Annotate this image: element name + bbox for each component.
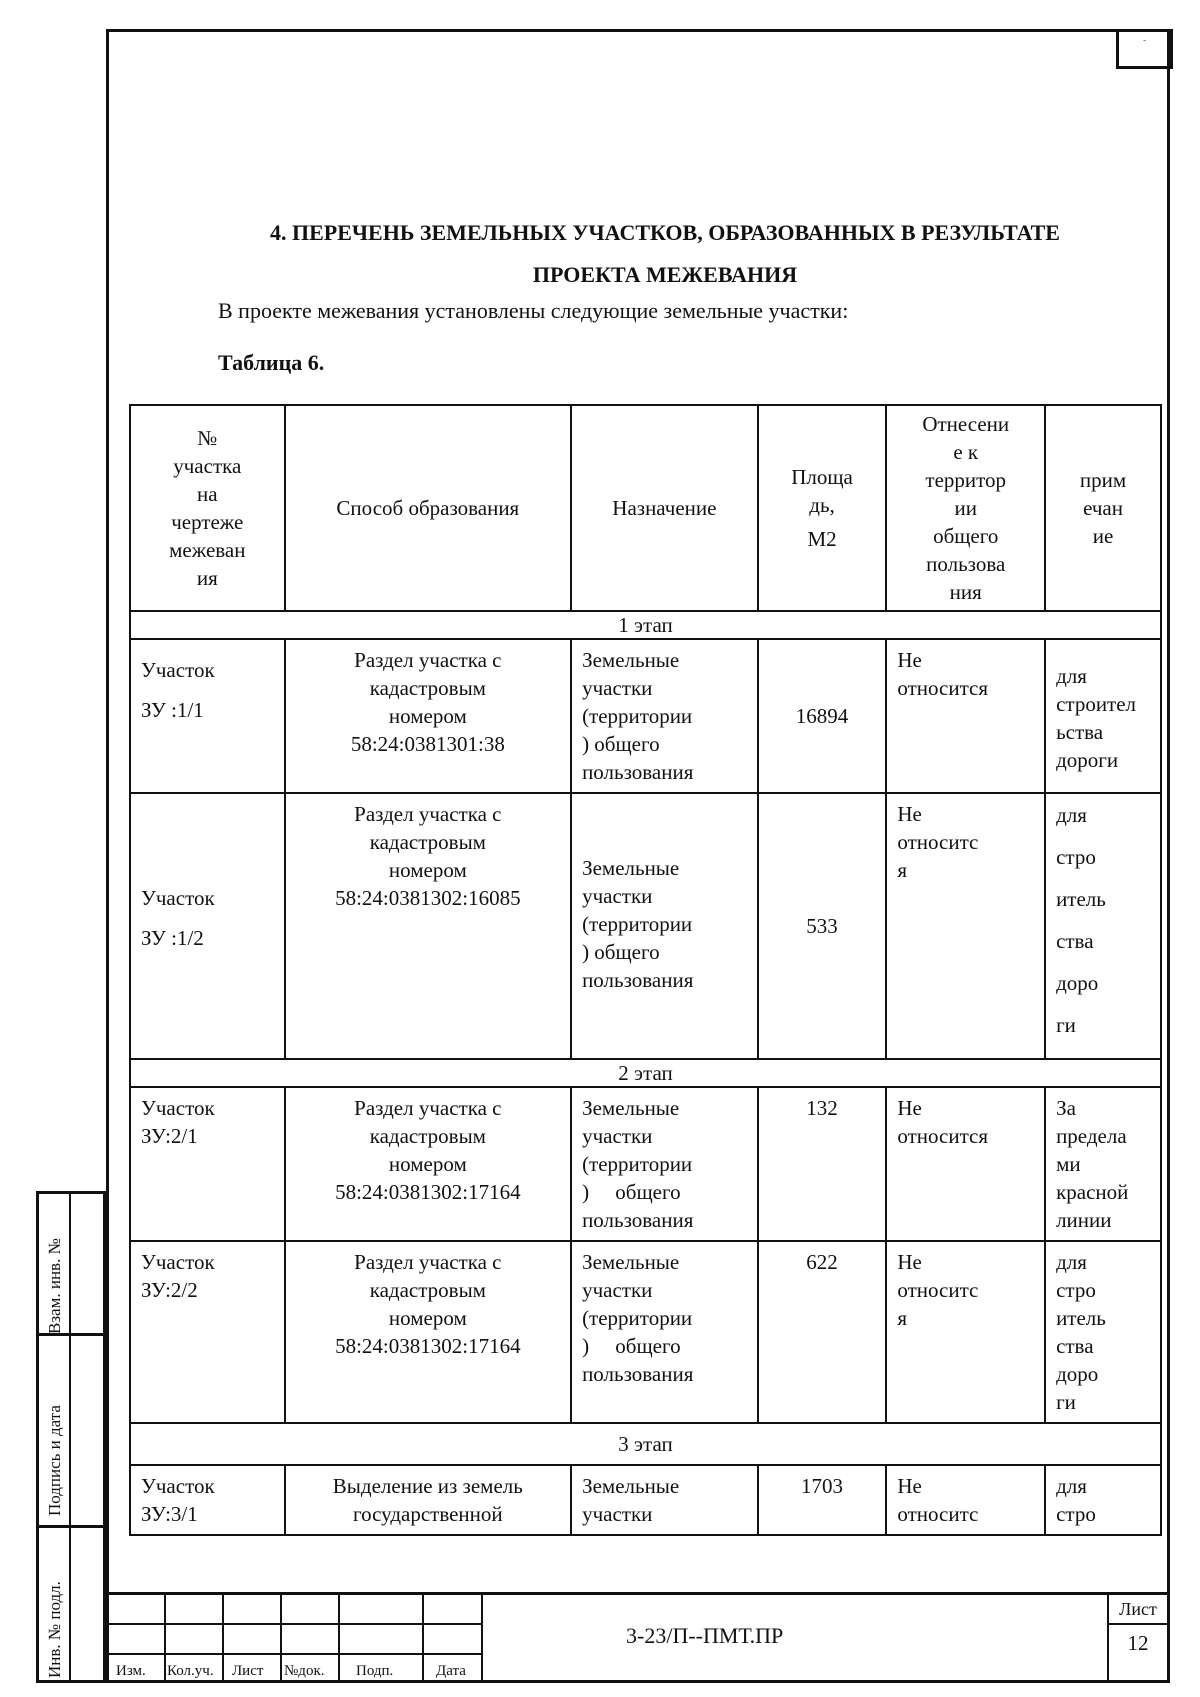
cell-note: За предела ми красной линии bbox=[1045, 1087, 1161, 1241]
cell-method: Раздел участка с кадастровым номером 58:24:0381302:17164 bbox=[285, 1087, 571, 1241]
sheet-number: 12 bbox=[1127, 1631, 1149, 1655]
cell-purpose: Земельные участки bbox=[571, 1465, 758, 1535]
cell-purpose: Земельные участки (территории ) общего пользования bbox=[571, 1241, 758, 1423]
label-data: Дата bbox=[436, 1663, 466, 1679]
label-kol-uch: Кол.уч. bbox=[167, 1663, 214, 1679]
table-label: Таблица 6. bbox=[218, 350, 325, 375]
side-stamp-vzam bbox=[36, 1191, 106, 1336]
cell-id: Участок ЗУ :1/2 bbox=[130, 793, 285, 1059]
cell-relation: Не относитс bbox=[886, 1465, 1045, 1535]
cell-area: 533 bbox=[758, 793, 887, 1059]
cell-area: 1703 bbox=[758, 1465, 887, 1535]
vzam-label: Взам. инв. № bbox=[45, 1238, 64, 1334]
table-row bbox=[130, 1241, 1161, 1423]
inv-label: Инв. № подл. bbox=[45, 1581, 64, 1678]
table-row bbox=[130, 793, 1161, 1059]
header-num: № участка на чертеже межеван ия bbox=[130, 405, 285, 611]
cell-area: 622 bbox=[758, 1241, 887, 1423]
document-code: 3-23/П--ПМТ.ПР bbox=[626, 1623, 784, 1648]
heading-line-2: ПРОЕКТА МЕЖЕВАНИЯ bbox=[532, 262, 798, 287]
cell-note: для строител ьства дороги bbox=[1045, 639, 1161, 793]
title-block-grid bbox=[106, 1595, 483, 1683]
table-row bbox=[130, 639, 1161, 793]
table-row bbox=[130, 1087, 1161, 1241]
cell-method: Раздел участка с кадастровым номером 58:24:0381302:17164 bbox=[285, 1241, 571, 1423]
stage-label: 2 этап bbox=[130, 1059, 1161, 1087]
corner-mark: ˜ bbox=[1143, 39, 1147, 50]
cell-method: Раздел участка с кадастровым номером 58:24:0381301:38 bbox=[285, 639, 571, 793]
label-ndok: №док. bbox=[284, 1663, 325, 1679]
stage-row bbox=[130, 611, 1161, 639]
stage-label: 3 этап bbox=[130, 1423, 1161, 1465]
cell-id: Участок ЗУ :1/1 bbox=[130, 639, 285, 793]
stage-row bbox=[130, 1059, 1161, 1087]
header-note: прим ечан ие bbox=[1045, 405, 1161, 611]
cell-relation: Не относится bbox=[886, 1087, 1045, 1241]
table-row bbox=[130, 1465, 1161, 1535]
cell-relation: Не относится bbox=[886, 639, 1045, 793]
section-heading bbox=[200, 212, 1130, 296]
intro-text: В проекте межевания установлены следующие земельные участки: bbox=[218, 298, 849, 323]
cell-id: Участок ЗУ:2/1 bbox=[130, 1087, 285, 1241]
cell-relation: Не относитс я bbox=[886, 1241, 1045, 1423]
corner-box bbox=[1116, 29, 1173, 69]
stage-label: 1 этап bbox=[130, 611, 1161, 639]
sheet-box bbox=[1107, 1595, 1169, 1683]
cell-id: Участок ЗУ:2/2 bbox=[130, 1241, 285, 1423]
cell-area: 132 bbox=[758, 1087, 887, 1241]
label-list: Лист bbox=[232, 1663, 264, 1679]
cell-method: Выделение из земель государственной bbox=[285, 1465, 571, 1535]
stage-row bbox=[130, 1423, 1161, 1465]
title-block bbox=[106, 1592, 1170, 1683]
header-purpose: Назначение bbox=[571, 405, 758, 611]
side-stamp-inv bbox=[36, 1525, 106, 1683]
cell-purpose: Земельные участки (территории ) общего пользования bbox=[571, 1087, 758, 1241]
cell-note: для стро итель ства доро ги bbox=[1045, 793, 1161, 1059]
label-podp: Подп. bbox=[356, 1663, 394, 1679]
land-plots-table bbox=[129, 404, 1162, 1536]
sheet-label: Лист bbox=[1109, 1595, 1167, 1625]
header-method: Способ образования bbox=[285, 405, 571, 611]
cell-id: Участок ЗУ:3/1 bbox=[130, 1465, 285, 1535]
table-header-row bbox=[130, 405, 1161, 611]
header-area: Площа дь, М2 bbox=[758, 405, 887, 611]
header-relation: Отнесени е к территор ии общего пользова ния bbox=[886, 405, 1045, 611]
cell-method: Раздел участка с кадастровым номером 58:24:0381302:16085 bbox=[285, 793, 571, 1059]
podpis-label: Подпись и дата bbox=[45, 1405, 64, 1516]
label-izm: Изм. bbox=[116, 1663, 146, 1679]
cell-relation: Не относитс я bbox=[886, 793, 1045, 1059]
heading-line-1: 4. ПЕРЕЧЕНЬ ЗЕМЕЛЬНЫХ УЧАСТКОВ, ОБРАЗОВАННЫХ В РЕЗУЛЬТАТЕ bbox=[270, 220, 1060, 245]
cell-purpose: Земельные участки (территории ) общего пользования bbox=[571, 793, 758, 1059]
cell-note: для стро итель ства доро ги bbox=[1045, 1241, 1161, 1423]
side-stamp-podpis bbox=[36, 1333, 106, 1528]
cell-purpose: Земельные участки (территории ) общего пользования bbox=[571, 639, 758, 793]
cell-note: для стро bbox=[1045, 1465, 1161, 1535]
cell-area: 16894 bbox=[758, 639, 887, 793]
